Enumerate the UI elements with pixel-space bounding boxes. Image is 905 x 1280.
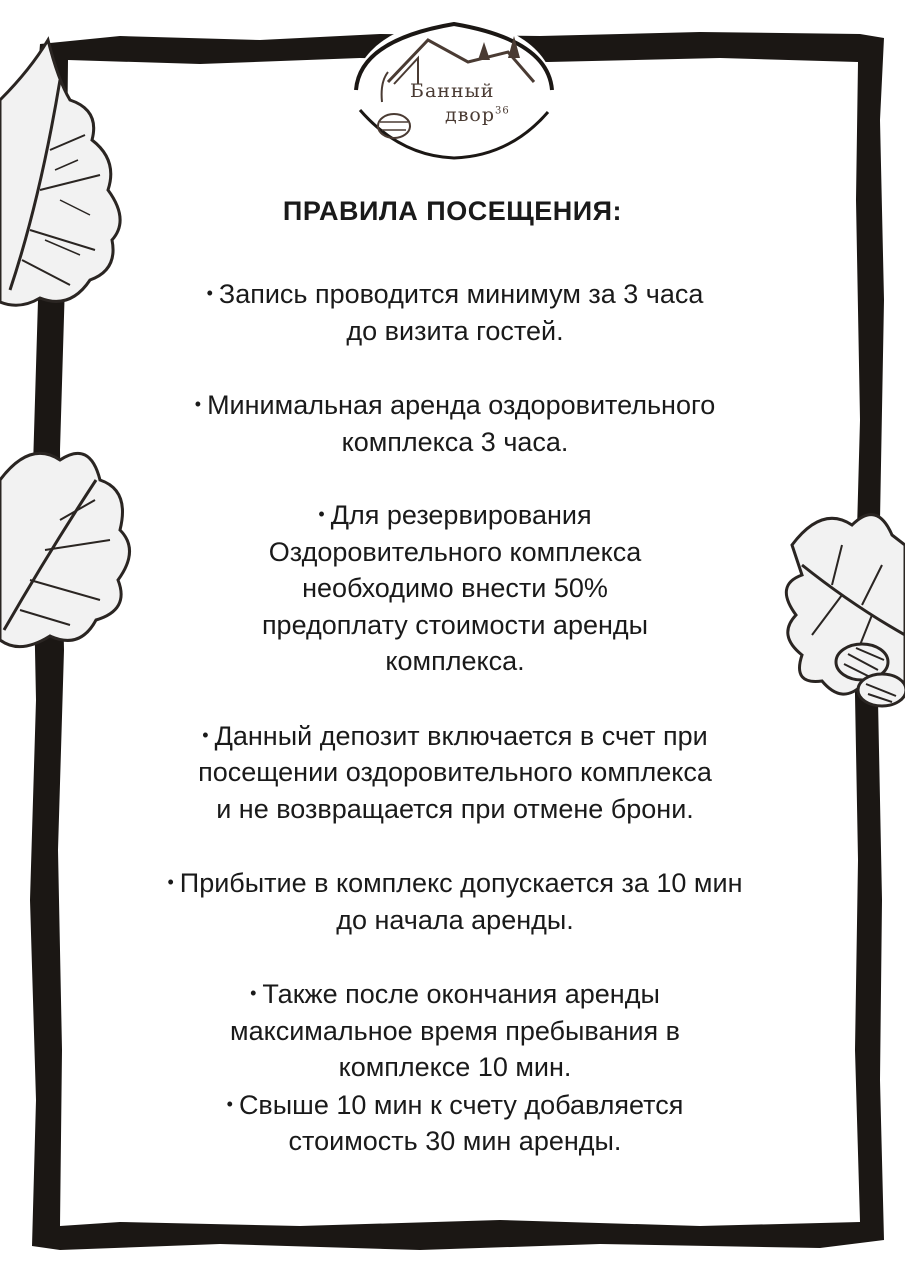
rule-text: Запись проводится минимум за 3 часа: [218, 279, 704, 309]
rule-item: [60, 386, 850, 460]
rules-list: [60, 275, 850, 1160]
rule-line: максимальное время пребывания в: [230, 1015, 680, 1046]
logo-subtitle: [445, 104, 510, 126]
rule-line: необходимо внести 50%: [302, 573, 608, 603]
rule-line: до начала аренды.: [336, 904, 574, 935]
rule-line: комплексе 10 мин.: [338, 1052, 572, 1082]
bullet-icon: •: [167, 872, 174, 892]
rule-text: Прибытие в комплекс допускается за 10 мин: [179, 868, 743, 898]
rule-item: [60, 975, 850, 1086]
rule-text: Минимальная аренда оздоровительного: [207, 390, 716, 420]
rule-item: [60, 275, 850, 349]
rule-line: [60, 275, 850, 313]
rule-text: Для резервирования: [330, 500, 592, 530]
logo-subtitle-text: двор: [445, 104, 495, 126]
page-title: ПРАВИЛА ПОСЕЩЕНИЯ:: [282, 196, 623, 226]
rule-line: и не возвращается при отмене брони.: [216, 793, 694, 824]
rule-item: [60, 864, 850, 938]
rule-line: комплекса 3 часа.: [341, 426, 569, 457]
bullet-icon: •: [202, 724, 209, 745]
rule-line: [60, 1086, 850, 1124]
rule-text: Свыше 10 мин к счету добавляется: [238, 1089, 684, 1120]
bullet-icon: •: [318, 504, 325, 524]
rule-line: до визита гостей.: [346, 315, 564, 346]
logo-title: Банный: [410, 80, 495, 102]
rule-line: [60, 496, 850, 534]
logo-suffix: 36: [495, 105, 510, 117]
rule-line: Оздоровительного комплекса: [268, 536, 642, 567]
rule-line: посещении оздоровительного комплекса: [198, 757, 712, 787]
rule-item: [60, 496, 850, 680]
rule-text: Данный депозит включается в счет при: [214, 720, 708, 751]
rule-line: [60, 864, 850, 902]
rule-line: комплекса.: [385, 646, 525, 676]
rule-item: [60, 717, 850, 828]
rule-line: стоимость 30 мин аренды.: [288, 1126, 622, 1156]
rule-line: [60, 717, 850, 755]
bullet-icon: •: [226, 1093, 233, 1114]
rule-line: [60, 386, 850, 424]
rule-line: [60, 975, 850, 1013]
rule-text: Также после окончания аренды: [262, 979, 660, 1009]
bullet-icon: •: [194, 394, 202, 414]
rule-item: [60, 1086, 850, 1160]
bullet-icon: •: [250, 983, 257, 1003]
bullet-icon: •: [206, 283, 213, 303]
oak-leaf-icon: [0, 40, 120, 305]
rule-line: предоплату стоимости аренды: [261, 609, 649, 640]
